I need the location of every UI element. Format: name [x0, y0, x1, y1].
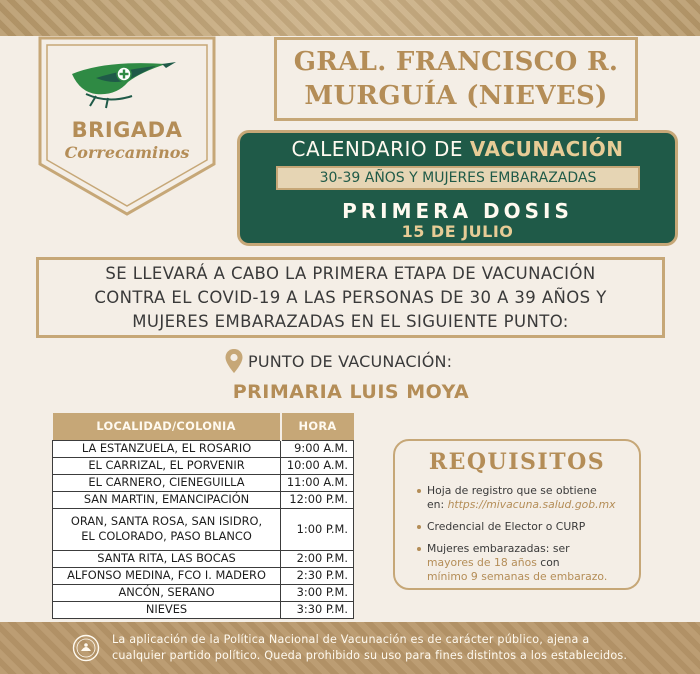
list-item: Hoja de registro que se obtiene en: https://mivacuna.salud.gob.mx [417, 484, 639, 512]
locality-cell: ANCÓN, SERANO [53, 584, 281, 601]
table-row [53, 440, 354, 457]
time-cell: 3:30 P.M. [281, 601, 354, 618]
dose-label: PRIMERA DOSIS [342, 199, 573, 223]
schedule-table [52, 413, 354, 619]
requirements-title: REQUISITOS [428, 449, 606, 475]
time-cell: 10:00 A.M. [281, 457, 354, 474]
location-label-row [224, 348, 452, 374]
national-seal-icon [72, 634, 100, 662]
time-cell: 3:00 P.M. [281, 584, 354, 601]
locality-cell: SANTA RITA, LAS BOCAS [53, 550, 281, 567]
time-cell: 9:00 A.M. [281, 440, 354, 457]
locality-cell [53, 508, 281, 550]
time-cell: 2:00 P.M. [281, 550, 354, 567]
time-cell: 1:00 P.M. [281, 508, 354, 550]
age-group-band: 30-39 AÑOS Y MUJERES EMBARAZADAS [276, 166, 640, 190]
requirements-list [417, 484, 639, 592]
locality-cell: SAN MARTIN, EMANCIPACIÓN [53, 491, 281, 508]
badge-title: BRIGADA [71, 118, 183, 142]
requirements-box [393, 439, 641, 590]
calendar-box [237, 130, 678, 246]
table-row [53, 508, 354, 550]
footer-band [0, 622, 700, 674]
registration-link[interactable]: https://mivacuna.salud.gob.mx [447, 498, 616, 511]
title-line-1: GRAL. FRANCISCO R. [293, 47, 619, 77]
locality-cell: ALFONSO MEDINA, FCO I. MADERO [53, 567, 281, 584]
table-row [53, 457, 354, 474]
table-row [53, 601, 354, 618]
table-row [53, 474, 354, 491]
locality-line: ORAN, SANTA ROSA, SAN ISIDRO, [70, 514, 263, 528]
table-row [53, 567, 354, 584]
announcement-box [36, 257, 665, 338]
announcement-line: CONTRA EL COVID-19 A LAS PERSONAS DE 30 A 39 AÑOS Y [94, 287, 607, 307]
column-header-locality: LOCALIDAD/COLONIA [53, 413, 281, 440]
list-item: Credencial de Elector o CURP [417, 520, 639, 534]
map-pin-icon [224, 348, 244, 374]
time-cell: 11:00 A.M. [281, 474, 354, 491]
time-cell: 12:00 P.M. [281, 491, 354, 508]
time-cell: 2:30 P.M. [281, 567, 354, 584]
locality-cell: LA ESTANZUELA, EL ROSARIO [53, 440, 281, 457]
announcement-line: SE LLEVARÁ A CABO LA PRIMERA ETAPA DE VACUNACIÓN [105, 263, 596, 283]
column-header-time: HORA [281, 413, 354, 440]
title-line-2: MURGUÍA (NIEVES) [304, 81, 608, 111]
top-decorative-band [0, 0, 700, 36]
table-row [53, 584, 354, 601]
locality-line: EL COLORADO, PASO BLANCO [81, 529, 252, 543]
table-header-row [53, 413, 354, 440]
location-label: PUNTO DE VACUNACIÓN: [248, 351, 453, 371]
footer-disclaimer: La aplicación de la Política Nacional de Vacunación es de carácter público, ajena a cualquier partido político. Queda prohibido su uso para fines distintos a los establecidos. [112, 633, 628, 662]
announcement-line: MUJERES EMBARAZADAS EN EL SIGUIENTE PUNTO: [132, 311, 569, 331]
locality-cell: NIEVES [53, 601, 281, 618]
calendar-heading: CALENDARIO DE VACUNACIÓN [291, 137, 624, 161]
badge-subtitle: Correcaminos [64, 143, 190, 162]
location-name: PRIMARIA LUIS MOYA [232, 381, 470, 403]
locality-cell: EL CARRIZAL, EL PORVENIR [53, 457, 281, 474]
list-item: Mujeres embarazadas: ser mayores de 18 años con mínimo 9 semanas de embarazo. [417, 542, 639, 584]
table-row [53, 491, 354, 508]
badge-text [36, 118, 218, 162]
municipality-title-box [274, 37, 638, 121]
vaccination-date: 15 DE JULIO [401, 222, 514, 241]
locality-cell: EL CARNERO, CIENEGUILLA [53, 474, 281, 491]
table-row [53, 550, 354, 567]
